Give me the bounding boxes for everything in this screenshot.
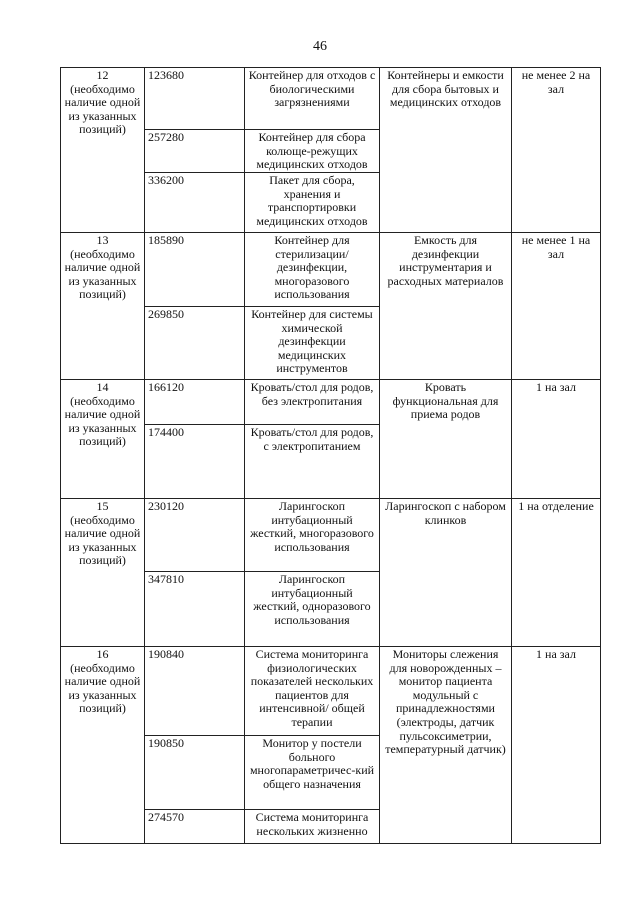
group-note: (необходимо наличие одной из указанных позиций) [64,660,141,716]
group-description: Кровать функциональная для приема родов [380,380,512,499]
group-number-cell [61,68,145,233]
item-code: 123680 [145,68,245,130]
group-note: (необходимо наличие одной из указанных позиций) [64,81,141,137]
item-name: Кровать/стол для родов, с электропитанием [245,425,380,499]
group-number-cell [61,499,145,647]
group-description: Ларингоскоп с набором клинков [380,499,512,647]
group-description: Мониторы слежения для новорожденных – монитор пациента модульный с принадлежностями (электроды, датчик пульсоксиметрии, температурный датчик) [380,647,512,844]
group-number: 13 [96,233,109,247]
item-code: 185890 [145,233,245,307]
group-note: (необходимо наличие одной из указанных позиций) [64,393,141,449]
item-code: 347810 [145,572,245,647]
group-number-cell [61,647,145,844]
group-number-cell [61,380,145,499]
item-name: Контейнер для стерилизации/ дезинфекции, многоразового использования [245,233,380,307]
group-quantity: 1 на зал [512,380,601,499]
group-number: 14 [96,380,109,394]
group-number: 15 [96,499,109,513]
item-name: Ларингоскоп интубационный жесткий, многоразового использования [245,499,380,572]
item-name: Кровать/стол для родов, без электропитания [245,380,380,425]
item-name: Система мониторинга нескольких жизненно [245,810,380,844]
item-name: Контейнер для сбора колюще-режущих медицинских отходов [245,130,380,173]
item-code: 166120 [145,380,245,425]
item-code: 230120 [145,499,245,572]
item-name: Контейнер для отходов с биологическими загрязнениями [245,68,380,130]
item-name: Ларингоскоп интубационный жесткий, одноразового использования [245,572,380,647]
item-code: 336200 [145,173,245,233]
item-code: 190850 [145,736,245,810]
table-row [61,68,601,130]
item-name: Пакет для сбора, хранения и транспортировки медицинских отходов [245,173,380,233]
item-name: Монитор у постели больного многопараметричес-кий общего назначения [245,736,380,810]
equipment-table [60,67,601,844]
item-code: 269850 [145,307,245,380]
group-note: (необходимо наличие одной из указанных позиций) [64,246,141,302]
group-description: Контейнеры и емкости для сбора бытовых и медицинских отходов [380,68,512,233]
group-quantity: 1 на отделение [512,499,601,647]
page-number: 46 [313,39,327,54]
group-number: 12 [96,68,109,82]
item-code: 274570 [145,810,245,844]
group-quantity: не менее 1 на зал [512,233,601,380]
table-row [61,647,601,736]
group-number: 16 [96,647,109,661]
item-code: 190840 [145,647,245,736]
table-row [61,380,601,425]
item-code: 257280 [145,130,245,173]
group-note: (необходимо наличие одной из указанных позиций) [64,512,141,568]
item-name: Контейнер для системы химической дезинфекции медицинских инструментов [245,307,380,380]
group-quantity: 1 на зал [512,647,601,844]
group-description: Емкость для дезинфекции инструментария и расходных материалов [380,233,512,380]
table-row [61,499,601,572]
item-code: 174400 [145,425,245,499]
group-quantity: не менее 2 на зал [512,68,601,233]
item-name: Система мониторинга физиологических показателей нескольких пациентов для интенсивной/ общей терапии [245,647,380,736]
table-row [61,233,601,307]
group-number-cell [61,233,145,380]
